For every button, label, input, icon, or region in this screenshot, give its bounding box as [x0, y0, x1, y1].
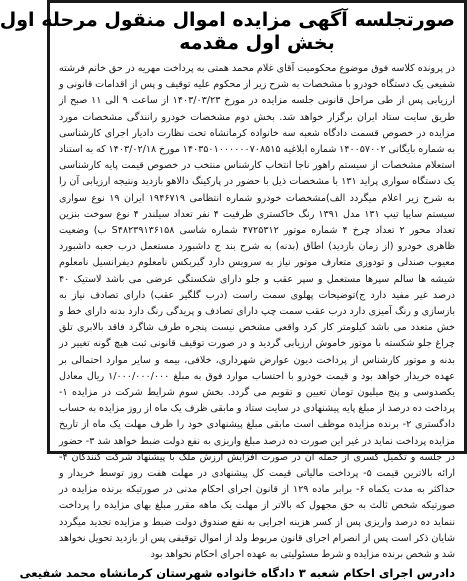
notice-signature: دادرس اجرای احکام شعبه ۳ دادگاه خانواده شهرستان کرمانشاه محمد شفیعی: [19, 566, 455, 581]
notice-title: صورتجلسه آگهی مزایده اموال منقول مرحله اول: [0, 9, 455, 31]
notice-body: در پرونده کلاسه فوق موضوع محکومیت آقای غلام محمد همتی به پرداخت مهریه در حق خانم فرشته شفیعی یک دستگاه خودرو با مشخصات به شرح زیر از محکوم علیه توقیف و پس از اقدامات قانونی و ارزیابی پس از طی مراحل قانونی جلسه مزایده در مورخ ۱۴۰۳/۰۳/۲۳ از ساعت ۹ الی ۱۱ صبح از طریق سایت ستاد ایران برگزار خواهد شد. بخش دوم مشخصات خودرو رانندگی مشخصات مورد مزایده در خصوص قسمت دادگاه شعبه سه خانواده کرمانشاه تحت نظارت دادیار اجرای کارشناسی به شماره بایگانی ۱۴۰۰۵۷۰۰۲ شماره ابلاغیه ۱۴۰۳۵۰۱۰۰۰۰۰۰۷۰۸۵۱۵ مورخ ۱۴۰۳/۰۲/۱۸ که به استناد استعلام مشخصات از سیستم راهور ناجا انتخاب کارشناس منتخب در خصوص قیمت پایه کارشناسی یک دستگاه سواری پراید ۱۳۱ با مشخصات ذیل با حضور در پارکینگ دالاهو بازدید ونتیجه ارزیابی آن را به شرح زیر اعلام میگردد الف)مشخصات خودرو شماره انتظامی ۱۹۴۶۷۱۹ ایران ۱۹ نوع سواری سیستم سایپا تیپ ۱۳۱ مدل ۱۳۹۱ رنگ خاکستری ظرفیت ۴ نفر تعداد سیلندر ۴ نوع سوخت بنزین تعداد محور ۲ تعداد چرخ ۴ شماره موتور ۴۷۲۵۳۱۲ شماره شاسی S۴۸۲۳۹۱۳۶۱۵۸ ب) وضعیت ظاهری خودرو (از زمان بازدید) اطاق (بدنه) به شرح بند ج داشبورد مستعمل درب جعبه داشبورد معیوب صندلی و تودوزی متعارف موتور نیاز به سرویس دارد گیربکس نامعلوم دیفرانسیل نامعلوم شیشه ها سالم سپرها مستعمل و سپر عقب و جلو دارای شکستگی عرضی می باشد لاستیک ۴۰ درصد غیر مفید دارد ج)توضیحات پهلوی سمت راست (درب گلگیر عقب) دارای تصادف نیاز به بازسازی و رنگ آمیزی دارد درب عقب سمت چپ دارای تصادف و پریدگی رنگ دارد بدنه دارای خط و خش متعدد می باشد کیلومتر کار کرد واقعی مشخص نیست پنجره طرف شاگرد فاقد بالابری تلق چراغ جلو شکسته با موتور خاموش ارزیابی گردید و در صورت توقیف قانونی ثبت هیچ گونه تغییر در بدنه و موتور کارشناس از پرداخت دیون عوارض شهرداری، خلافی، بیمه و سایر موارد احتمالی بر عهده خریدار خواهد بود و قیمت خودرو با احتساب موارد فوق به مبلغ ۱/۰۰۰/۰۰۰/۰۰۰ ریال معادل یکصدوسی و پنج میلیون تومان تعیین و تقویم می گردد. بخش سوم شرایط شرکت در مزایده ۱- پرداخت ده درصد از مبلغ پایه پیشنهادی در سایت ستاد و مابقی ظرف یک ماه از روز مزایده به حساب دادگستری ۲- برنده مزایده موظف است مابقی مبلغ پیشنهادی خود را ظرف مهلت یک ماه از تاریخ مزایده پرداخت نماید در غیر این صورت ده درصد مبلغ واریزی به نفع دولت ضبط خواهد شد ۳- حضور در جلسه و تکمیل کسری از جمله آن در صورت افزایش ارزش ملک با پیشنهاد شرکت کنندگان ۴- ارائه بالاترین قیمت ۵- پرداخت مالیاتی قیمت کل پیشنهادی در مهلت هفت روز توسط خریدار و حداکثر به مدت یکماه ۶- برابر ماده ۱۲۹ از قانون اجرای احکام مدنی در صورتیکه برنده مزایده در صورتیکه شخص ثالث به حق مجهول که بالاتر از مهلت یک ماهه مقرر مبلغ بهای مزایده را پرداخت ننماید ده درصد واریزی پس از کسر هزینه اجرایی به نفع صندوق دولت ضبط و مزایده تجدید میگردد شایان ذکر است پس از انصرام اجرای قانون مربوط ولد از اموال توقیفی پس از بازدید تحویل نخواهد شد و شخص برنده مزایده و شرط مسئولیتی به عهده اجرای احکام نخواهد بود: [59, 63, 456, 561]
notice-subtitle: بخش اول مقدمه: [179, 32, 335, 54]
